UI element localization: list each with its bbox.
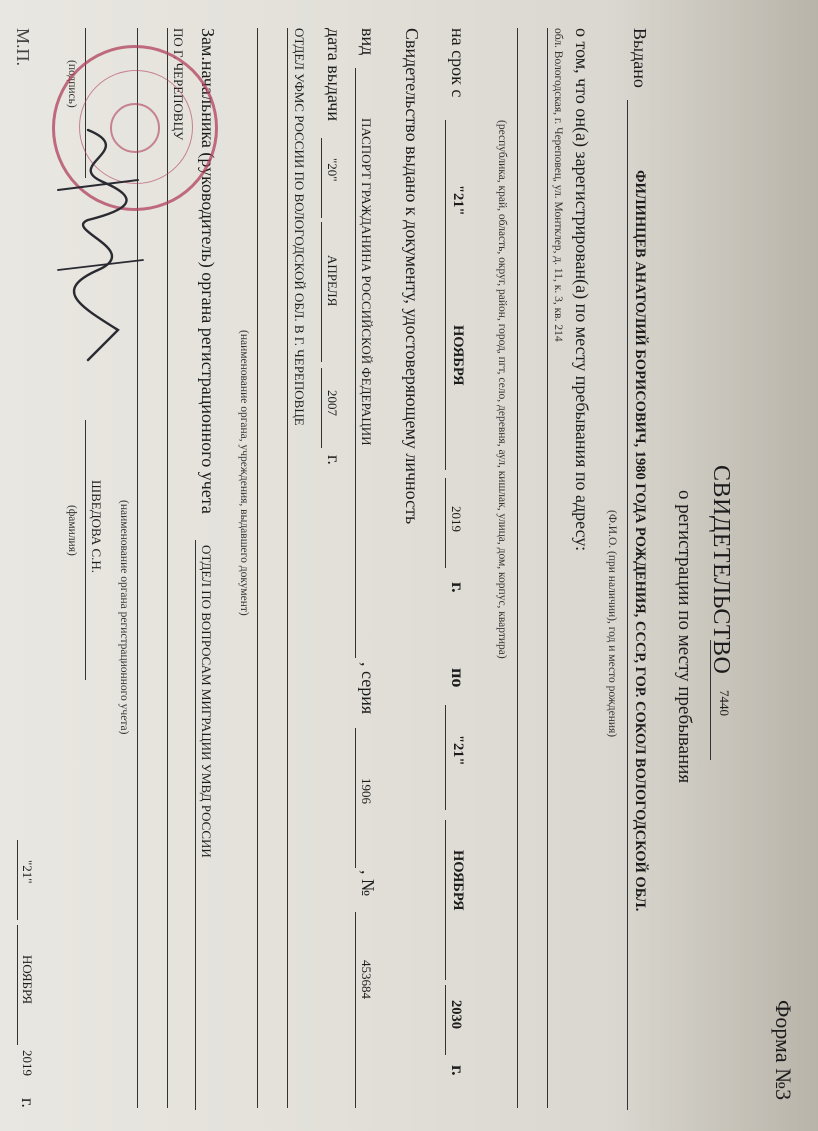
id-type-label: вид [358,28,378,56]
id-issue-year: 2007 [325,390,340,416]
stamp-place-mark: М.П. [13,28,33,67]
id-issue-year-suffix: г. [324,455,344,465]
term-to-year-suffix: г. [448,1065,468,1076]
id-number-line [355,912,356,1108]
id-type-value: ПАСПОРТ ГРАЖДАНИНА РОССИЙСКОЙ ФЕДЕРАЦИИ [359,118,374,446]
signatory-org-line [195,540,196,1110]
id-issue-label: дата выдачи [324,28,344,121]
signatory-org-line2: ПО Г. ЧЕРЕПОВЦУ [171,28,186,141]
issued-to-line [627,100,628,1110]
id-issuer-value: ОТДЕЛ УФМС РОССИИ ПО ВОЛОГОДСКОЙ ОБЛ. В Г. ЧЕРЕПОВЦЕ [292,28,307,426]
term-from-day-line [445,120,446,300]
term-from-year-line [445,478,446,568]
id-number-label: , № [358,870,378,897]
issued-to-value: ФИЛИНЦЕВ АНАТОЛИЙ БОРИСОВИЧ, 1980 ГОДА РОЖДЕНИЯ, СССР, ГОР. СОКОЛ ВОЛОГОДСКОЙ ОБЛ. [632,170,648,912]
certificate-number: 7440 [717,690,732,716]
handwritten-signature [48,120,158,380]
id-type-line [355,68,356,658]
id-issuer-hint: (наименование органа, учреждения, выдавшего документ) [238,330,250,616]
id-issue-year-line [321,368,322,448]
id-series-label: , серия [358,662,378,715]
signature-hint: (подпись) [66,60,78,108]
date-day-line [17,840,18,920]
term-to-day-line [445,705,446,810]
term-to-year-line [445,985,446,1055]
date-year-suffix: г. [18,1098,38,1108]
id-issuer-line [287,28,288,1108]
id-series-value: 1906 [359,778,374,804]
address-value: обл. Вологодская, г. Череповец, ул. Монтклер, д. 11, к. 3, кв. 214 [552,28,564,342]
signatory-label: Зам.начальника (руководитель) органа регистрационного учета [198,28,218,514]
date-year: 2019 [20,1050,35,1076]
certificate-number-line [710,640,711,760]
term-to-month: НОЯБРЯ [450,850,466,911]
id-issue-month-line [321,222,322,362]
term-label: на срок с [448,28,468,98]
address-line [547,28,548,1108]
term-to-year: 2030 [448,1000,464,1029]
id-issue-day-line [321,138,322,218]
id-document-text: Свидетельство выдано к документу, удостоверяющему личность [402,28,422,525]
term-from-month-line [445,300,446,470]
form-number: Форма №3 [771,1000,796,1101]
term-to-label: по [448,668,468,688]
term-to-day: "21" [450,735,466,766]
term-from-year: 2019 [449,506,464,532]
surname-hint: (фамилия) [66,505,78,556]
issued-to-label: Выдано [630,28,650,88]
registered-text: о том, что он(а) зарегистрирован(а) по месту пребывания по адресу: [572,28,592,552]
document-subtitle: о регистрации по месту пребывания [674,490,695,784]
signatory-org-line1: ОТДЕЛ ПО ВОПРОСАМ МИГРАЦИИ УМВД РОССИИ [199,545,214,858]
surname-line [85,420,86,680]
term-from-year-suffix: г. [448,582,468,593]
term-from-day: "21" [450,185,466,216]
id-series-line [355,728,356,868]
term-from-month: НОЯБРЯ [450,325,466,386]
address-hint: (республика, край, область, округ, район, город, пгт, село, деревня, аул, кишлак, улица, дом, корпус, квартира) [496,120,508,659]
date-month: НОЯБРЯ [20,955,35,1005]
address-line-2 [517,28,518,1108]
signatory-org-hint: (наименование органа регистрационного учета) [118,500,130,735]
term-to-month-line [445,820,446,980]
id-number-value: 453684 [359,960,374,999]
document-title: СВИДЕТЕЛЬСТВО [708,465,734,675]
id-issue-day: "20" [325,158,340,182]
date-month-line [17,925,18,1045]
issued-to-hint: (Ф.И.О. (при наличии), год и место рождения) [606,510,618,738]
id-issue-month: АПРЕЛЯ [325,255,340,307]
id-issuer-line-2 [257,28,258,1108]
surname-value: ШВЕДОВА С.Н. [89,480,104,574]
date-day: "21" [20,860,35,884]
